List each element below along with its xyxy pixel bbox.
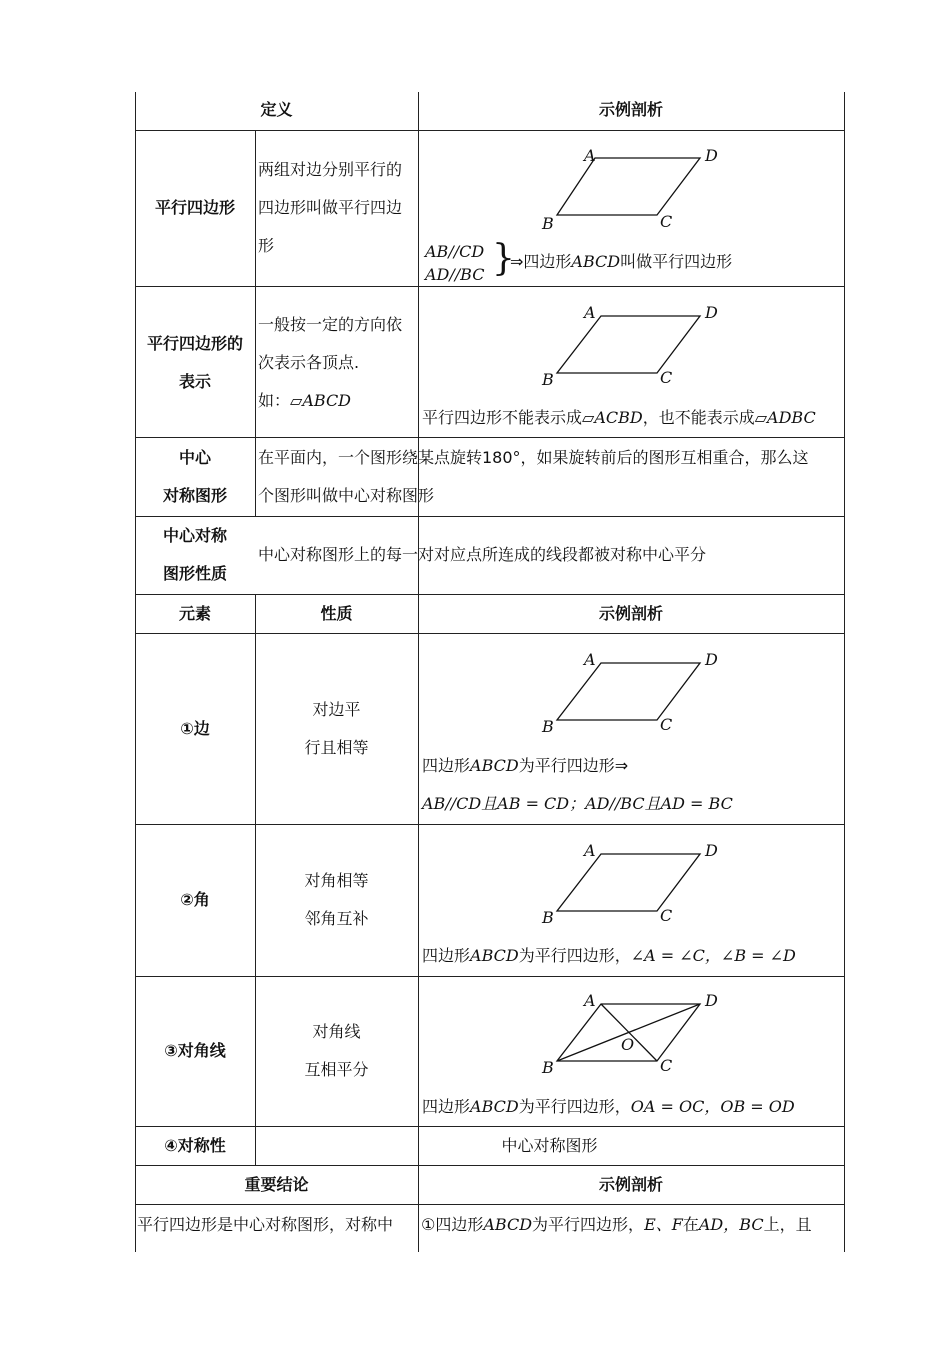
definition-line: 两组对边分别平行的: [258, 160, 403, 179]
vertex-label: B: [542, 214, 554, 233]
vertex-label: B: [542, 908, 554, 927]
vertex-label: D: [705, 991, 718, 1010]
vertex-label: C: [660, 906, 673, 925]
conclusion-left: 平行四边形是中心对称图形，对称中: [137, 1215, 394, 1234]
vertex-label: D: [705, 650, 718, 669]
condition-ab-cd: AB//CD: [425, 242, 485, 261]
notation-line: 一般按一定的方向依: [258, 315, 403, 334]
vertex-label: B: [542, 370, 554, 389]
property-symmetry: 中心对称图形: [501, 1136, 598, 1155]
header-element: 元素: [178, 604, 211, 623]
diagonal-example: 四边形ABCD为平行四边形，OA = OC，OB = OD: [422, 1097, 795, 1116]
element-side: ①边: [180, 719, 210, 738]
term-line: 图形性质: [162, 564, 227, 583]
header-example: 示例剖析: [598, 604, 663, 623]
parallelogram-conclusion: ⇒四边形ABCD叫做平行四边形: [510, 252, 733, 271]
property-line: 行且相等: [304, 738, 369, 757]
header-conclusion: 重要结论: [244, 1175, 309, 1194]
vertex-label: C: [660, 715, 673, 734]
term-parallelogram: 平行四边形: [154, 198, 235, 217]
side-example-line1: 四边形ABCD为平行四边形⇒: [422, 756, 629, 775]
property-line: 邻角互补: [304, 909, 369, 928]
vertex-label: A: [584, 650, 596, 669]
term-line: 中心对称: [162, 526, 227, 545]
vertex-label: O: [621, 1035, 635, 1054]
header-example: 示例剖析: [598, 1175, 663, 1194]
notation-note: 平行四边形不能表示成▱ACBD，也不能表示成▱ADBC: [422, 408, 816, 427]
definition-line: 四边形叫做平行四边: [258, 198, 403, 217]
vertex-label: A: [584, 841, 596, 860]
notation-example: 如：▱ABCD: [258, 391, 352, 410]
vertex-label: B: [542, 717, 554, 736]
condition-ad-bc: AD//BC: [425, 265, 485, 284]
angle-example: 四边形ABCD为平行四边形，∠A = ∠C，∠B = ∠D: [422, 946, 796, 965]
notation-line: 次表示各顶点.: [258, 353, 360, 372]
conclusion-right: ①四边形ABCD为平行四边形，E、F在AD，BC上，且: [421, 1215, 812, 1234]
property-line: 互相平分: [304, 1060, 369, 1079]
vertex-label: C: [660, 1056, 673, 1075]
parallelogram-symbol-icon: ▱: [582, 408, 595, 427]
definition-line: 形: [258, 236, 275, 255]
vertex-label: C: [660, 212, 673, 231]
property-line: 对角相等: [304, 871, 369, 890]
vertex-label: B: [542, 1058, 554, 1077]
header-property: 性质: [320, 604, 353, 623]
central-property-text: 中心对称图形上的每一对对应点所连成的线段都被对称中心平分: [258, 545, 707, 564]
property-line: 对角线: [312, 1022, 361, 1041]
side-example-line2: AB//CD且AB = CD；AD//BC且AD = BC: [422, 794, 733, 813]
vertex-label: A: [584, 991, 596, 1010]
term-line: 平行四边形的: [146, 334, 243, 353]
header-example: 示例剖析: [598, 100, 663, 119]
property-line: 对边平: [312, 700, 361, 719]
vertex-label: D: [705, 841, 718, 860]
text-line: 个图形叫做中心对称图形: [258, 486, 435, 505]
vertex-label: C: [660, 368, 673, 387]
vertex-label: A: [584, 303, 596, 322]
vertex-label: A: [584, 146, 596, 165]
term-line: 对称图形: [162, 486, 227, 505]
brace-icon: }: [492, 238, 515, 279]
vertex-label: D: [705, 146, 718, 165]
element-symmetry: ④对称性: [164, 1136, 226, 1155]
text-line: 在平面内，一个图形绕某点旋转180°，如果旋转前后的图形互相重合，那么这: [258, 448, 809, 467]
element-diagonal: ③对角线: [164, 1041, 226, 1060]
term-line: 中心: [178, 448, 211, 467]
header-definition: 定义: [260, 100, 293, 119]
element-angle: ②角: [180, 890, 210, 909]
vertex-label: D: [705, 303, 718, 322]
term-line: 表示: [178, 372, 211, 391]
parallelogram-symbol-icon: ▱: [290, 391, 303, 410]
parallelogram-symbol-icon: ▱: [754, 408, 768, 427]
